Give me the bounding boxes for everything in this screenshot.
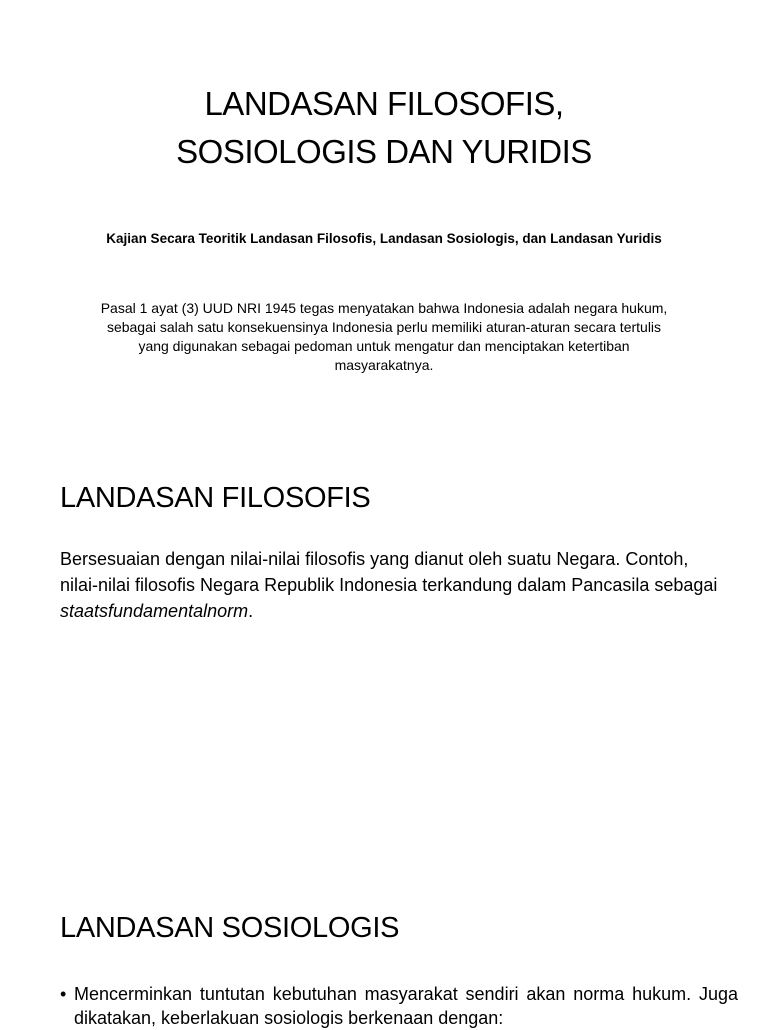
- slide-heading: LANDASAN FILOSOFIS: [60, 482, 371, 514]
- bullet-list: [60, 982, 738, 1030]
- slide-title-heading: [40, 80, 728, 176]
- paragraph-italic-term: staatsfundamentalnorm: [60, 601, 249, 621]
- title-line-2: SOSIOLOGIS DAN YURIDIS: [176, 133, 592, 170]
- slide-title: [0, 0, 768, 432]
- slide-intro-paragraph: Pasal 1 ayat (3) UUD NRI 1945 tegas menyatakan bahwa Indonesia adalah negara hukum, sebagai salah satu konsekuensinya Indonesia perlu memiliki aturan-aturan secara tertulis yang digunakan sebagai pedoman untuk mengatur dan menciptakan ketertiban masyarakatnya.: [100, 300, 668, 373]
- slide-heading: LANDASAN SOSIOLOGIS: [60, 912, 400, 944]
- paragraph-text: Bersesuaian dengan nilai-nilai filosofis yang dianut oleh suatu Negara. Contoh, nilai-nilai filosofis Negara Republik Indonesia terkandung dalam Pancasila sebagai: [60, 549, 718, 595]
- slide-landasan-filosofis: [0, 432, 768, 864]
- bullet-text: Mencerminkan tuntutan kebutuhan masyarakat sendiri akan norma hukum. Juga dikatakan, keberlakuan sosiologis berkenaan dengan:: [74, 984, 738, 1028]
- bullet-marker: •: [60, 984, 67, 1004]
- title-line-1: LANDASAN FILOSOFIS,: [204, 85, 564, 122]
- bullet-item: [60, 982, 738, 1030]
- paragraph-end: .: [248, 601, 254, 621]
- slide-landasan-sosiologis: [0, 864, 768, 1028]
- slide-paragraph: [60, 546, 720, 624]
- slide-subtitle: Kajian Secara Teoritik Landasan Filosofis, Landasan Sosiologis, dan Landasan Yuridis: [106, 231, 662, 246]
